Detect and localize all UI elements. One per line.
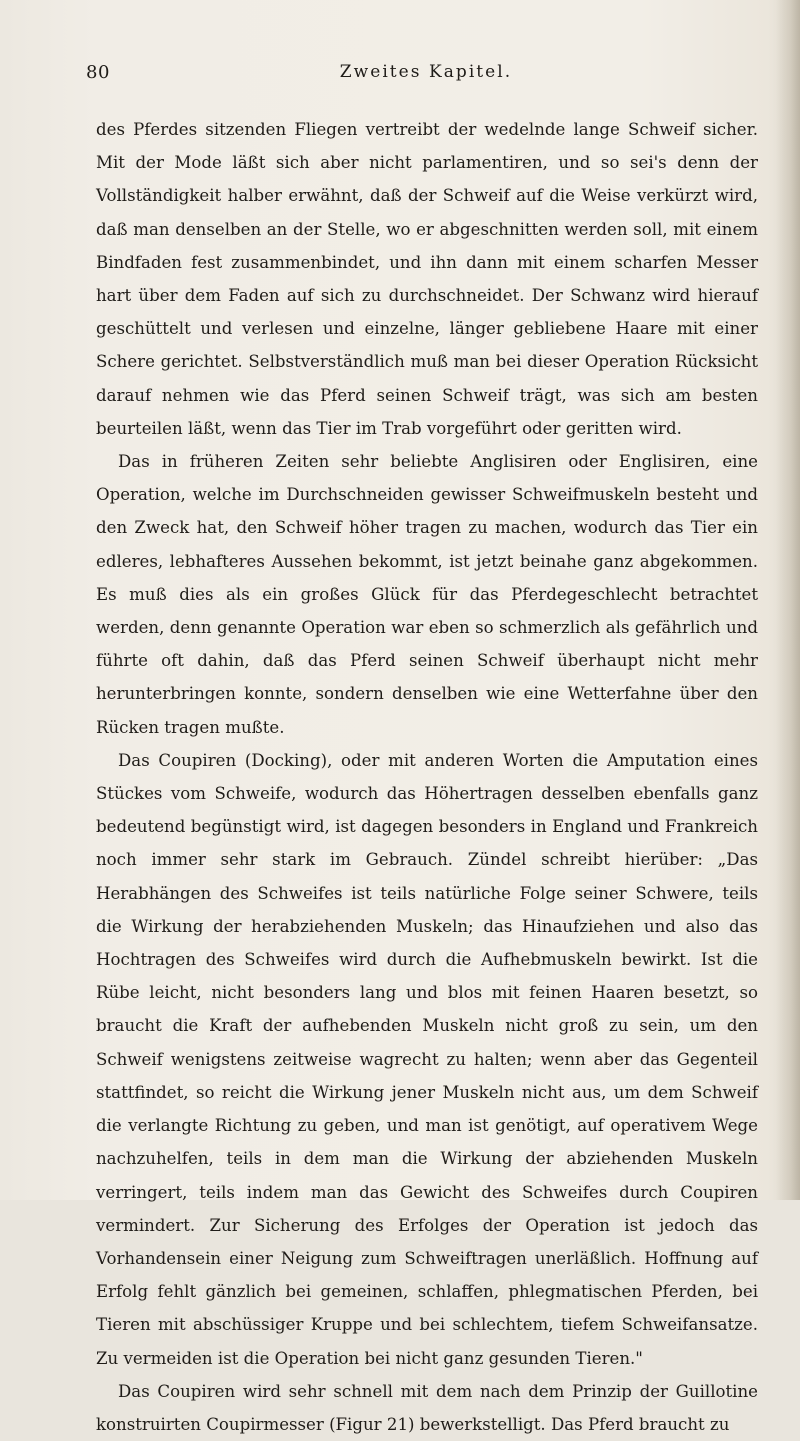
page-header <box>86 62 726 90</box>
paragraph-4: Das Coupiren wird sehr schnell mit dem nach dem Prinzip der Guillotine konstruirten Coupirmesser (Figur 21) bewerkstelligt. Das Pferd braucht zu <box>96 1381 758 1434</box>
paragraph-2: Das in früheren Zeiten sehr beliebte Anglisiren oder Englisiren, eine Operation, welche im Durchschneiden gewisser Schweifmuskeln besteht und den Zweck hat, den Schweif höher tragen zu machen, wodurch das Tier ein edleres, lebhafteres Aussehen bekommt, ist jetzt beinahe ganz abgekommen. Es muß dies als ein großes Glück für das Pferdegeschlecht betrachtet werden, denn genannte Operation war eben so schmerzlich als gefährlich und führte oft dahin, daß das Pferd seinen Schweif überhaupt nicht mehr herunterbringen konnte, sondern denselben wie eine Wetterfahne über den Rücken tragen mußte. <box>96 452 758 737</box>
paragraph-3: Das Coupiren (Docking), oder mit anderen Worten die Amputation eines Stückes vom Schweife, wodurch das Höhertragen desselben ebenfalls ganz bedeutend begünstigt wird, ist dagegen besonders in England und Frankreich noch immer sehr stark im Gebrauch. Zündel schreibt hierüber: „Das Herabhängen des Schweifes ist teils natürliche Folge seiner Schwere, teils die Wirkung der herabziehenden Muskeln; das Hinaufziehen und also das Hochtragen des Schweifes wird durch die Aufhebmuskeln bewirkt. Ist die Rübe leicht, nicht besonders lang und blos mit feinen Haaren besetzt, so braucht die Kraft der aufhebenden Muskeln nicht groß zu sein, um den Schweif wenigstens zeitweise wagrecht zu halten; wenn aber das Gegenteil stattfindet, so reicht die Wirkung jener Muskeln nicht aus, um dem Schweif die verlangte Richtung zu geben, und man ist genötigt, auf operativem Wege nachzuhelfen, teils in dem man die Wirkung der abziehenden Muskeln verringert, teils indem man das Gewicht des Schweifes durch Coupiren vermindert. Zur Sicherung des Erfolges der Operation ist jedoch das Vorhandensein einer Neigung zum Schweiftragen unerläßlich. Hoffnung auf Erfolg fehlt gänzlich bei gemeinen, schlaffen, phlegmatischen Pferden, bei Tieren mit abschüssiger Kruppe und bei schlechtem, tiefem Schweifansatze. Zu vermeiden ist die Operation bei nicht ganz gesunden Tieren." <box>96 750 758 1368</box>
body-text <box>96 113 758 1441</box>
page-edge-shadow <box>776 0 800 1200</box>
running-head: Zweites Kapitel. <box>339 62 513 82</box>
paragraph-1: des Pferdes sitzenden Fliegen vertreibt der wedelnde lange Schweif sicher. Mit der Mode läßt sich aber nicht parlamentiren, und so sei's denn der Vollständigkeit halber erwähnt, daß der Schweif auf die Weise verkürzt wird, daß man denselben an der Stelle, wo er abgeschnitten werden soll, mit einem Bindfaden fest zusammenbindet, und ihn dann mit einem scharfen Messer hart über dem Faden auf sich zu durchschneidet. Der Schwanz wird hierauf geschüttelt und verlesen und einzelne, länger gebliebene Haare mit einer Schere gerichtet. Selbstverständlich muß man bei dieser Operation Rücksicht darauf nehmen wie das Pferd seinen Schweif trägt, was sich am besten beurteilen läßt, wenn das Tier im Trab vorgeführt oder geritten wird. <box>96 120 758 438</box>
page-number: 80 <box>86 62 110 83</box>
